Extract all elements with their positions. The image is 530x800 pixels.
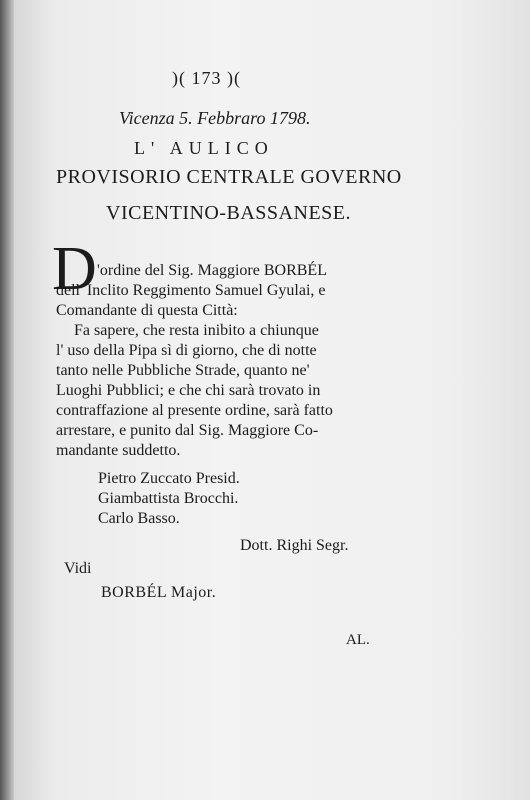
book-spine-shadow (0, 0, 14, 800)
drop-cap: D (52, 235, 97, 303)
body-line: contraffazione al presente ordine, sarà fatto (56, 402, 333, 419)
dateline: Vicenza 5. Febbraro 1798. (119, 108, 311, 128)
body-line: dell' Inclito Reggimento Samuel Gyulai, e (56, 282, 326, 299)
signatory-name: Pietro Zuccato Presid. (98, 470, 240, 487)
title-line-2: VICENTINO-BASSANESE. (106, 202, 351, 224)
major-signature: BORBÉL Major. (101, 584, 217, 601)
page-number: )( 173 )( (172, 68, 241, 88)
signatory-name: Carlo Basso. (98, 510, 180, 527)
body-line: l' uso della Pipa sì di giorno, che di notte (56, 342, 317, 359)
signatory-name: Giambattista Brocchi. (98, 490, 239, 507)
catchword: AL. (346, 632, 370, 648)
body-line: Comandante di questa Città: (56, 302, 238, 319)
body-line: mandante suddetto. (56, 442, 181, 459)
book-page (14, 0, 530, 800)
secretary-signature: Dott. Righi Segr. (240, 537, 349, 554)
body-line: Fa sapere, che resta inibito a chiunque (74, 322, 319, 339)
title-line-1: PROVISORIO CENTRALE GOVERNO (56, 166, 402, 188)
body-line: arrestare, e punito dal Sig. Maggiore Co- (56, 422, 319, 439)
vidi-label: Vidi (64, 560, 92, 577)
body-line: Luoghi Pubblici; e che chi sarà trovato in (56, 382, 321, 399)
heading-aulico: L' AULICO (134, 138, 274, 158)
body-line: 'ordine del Sig. Maggiore BORBÉL (97, 262, 327, 279)
body-line: tanto nelle Pubbliche Strade, quanto ne' (56, 362, 310, 379)
